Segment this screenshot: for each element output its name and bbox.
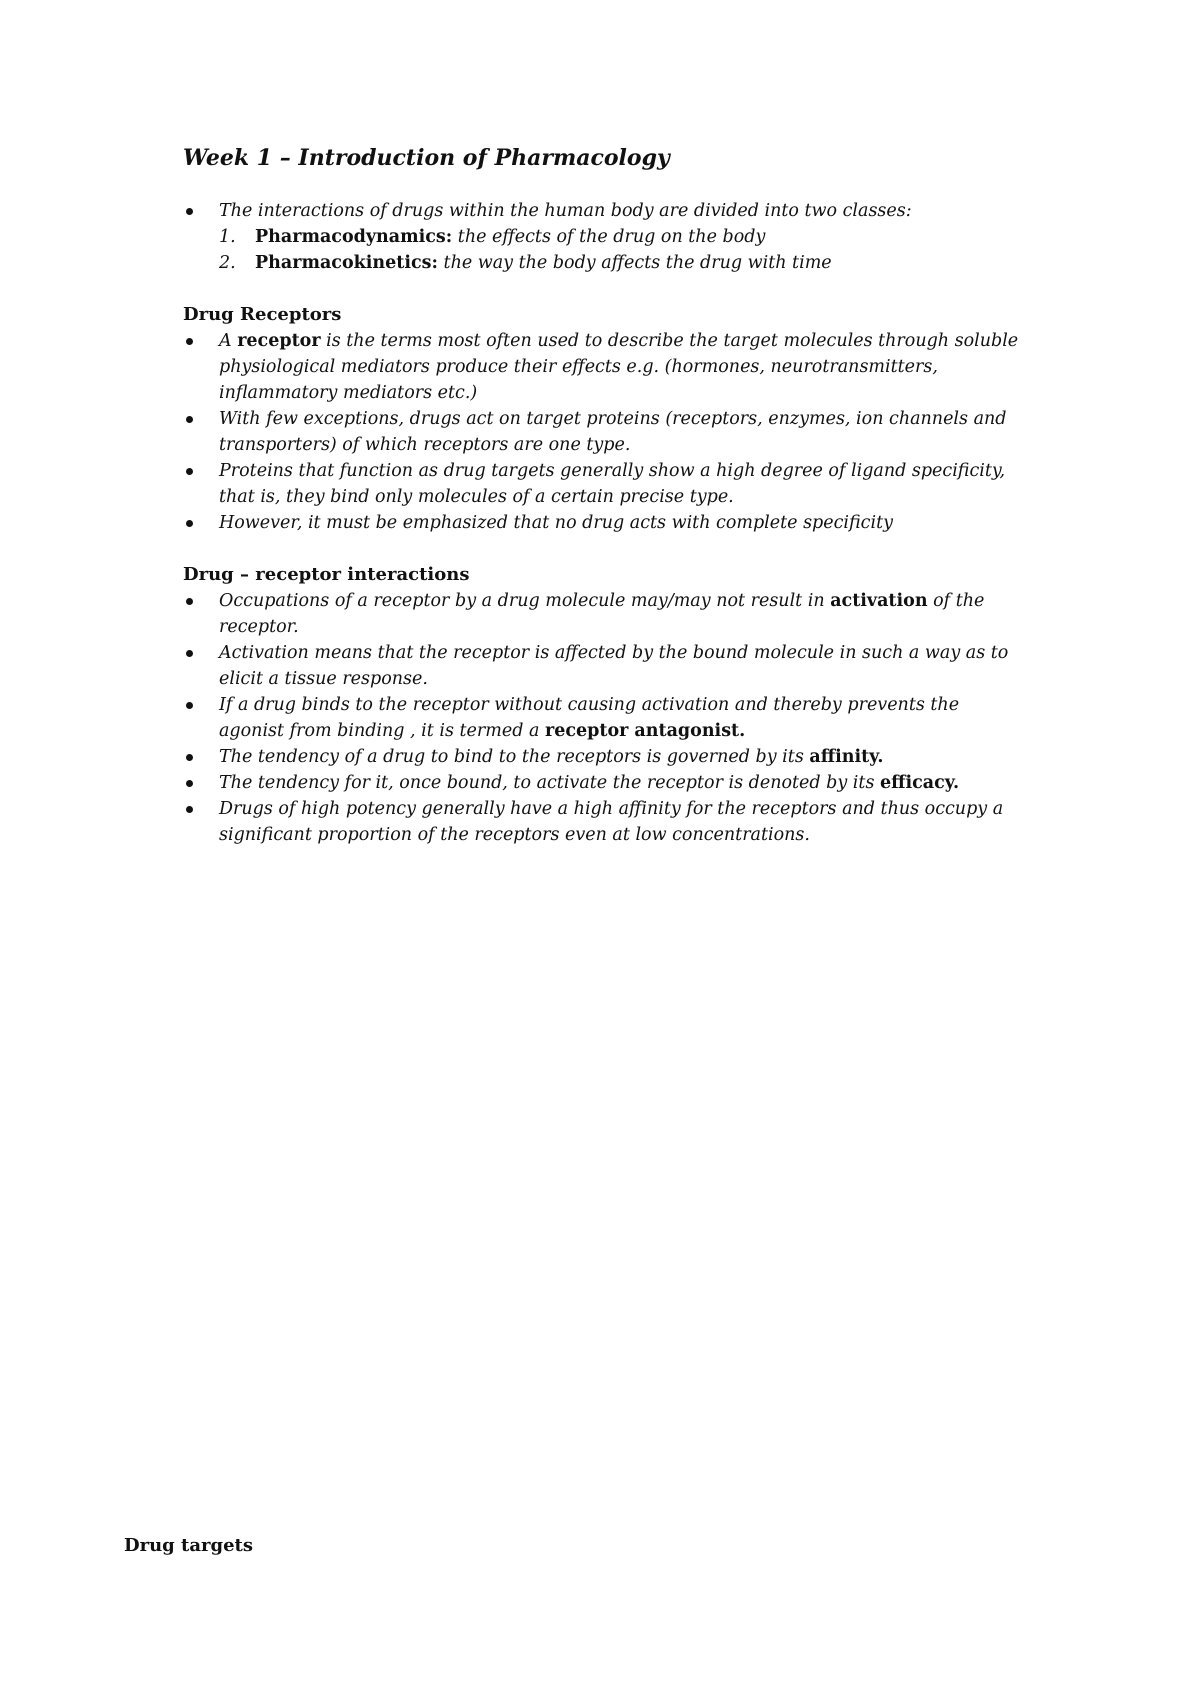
list-item-text: With few exceptions, drugs act on target proteins (receptors, enzymes, ion channels and transporters) of which receptors are one type. [219,409,1007,455]
list-item [183,770,1023,796]
list-item-text: Activation means that the receptor is affected by the bound molecule in such a way as to elicit a tissue response. [219,643,1009,689]
bold-term-receptor-antagonist: receptor antagonist. [544,721,746,741]
list-item-text: The tendency for it, once bound, to activate the receptor is denoted by its [219,773,880,793]
class-item-pharmacokinetics [183,250,1023,276]
class-item-number: 2. [219,253,236,273]
list-item [183,458,1023,510]
interactions-list [183,588,1023,848]
list-item [183,744,1023,770]
section-heading-drug-receptor-interactions: Drug – receptor interactions [183,564,470,585]
list-item [183,588,1023,640]
class-item-term: Pharmacodynamics: [255,227,453,247]
list-item-text: Proteins that function as drug targets generally show a high degree of ligand specificity, that is, they bind only molecules of a certain precise type. [219,461,1006,507]
bold-term-receptor: receptor [237,331,321,351]
list-item [183,640,1023,692]
class-item-term: Pharmacokinetics: [255,253,438,273]
classes-list [183,224,1023,276]
document-content [183,144,1023,848]
list-item-text: Drugs of high potency generally have a high affinity for the receptors and thus occupy a significant proportion of the receptors even at low concentrations. [219,799,1004,845]
list-item [183,796,1023,848]
list-item-text: If a drug binds to the receptor without causing activation and thereby prevents the agonist from binding , it is termed a [219,695,960,741]
list-item-text: of the receptor. [219,591,985,637]
section-heading-drug-receptors: Drug Receptors [183,304,342,325]
bold-term-affinity: affinity. [809,747,884,767]
list-item [183,328,1023,406]
class-item-number: 1. [219,227,236,247]
bold-term-activation: activation [830,591,928,611]
section-heading-drug-targets: Drug targets [124,1535,253,1556]
list-item [183,692,1023,744]
class-item-pharmacodynamics [183,224,1023,250]
list-item-text: However, it must be emphasized that no drug acts with complete specificity [219,513,893,533]
intro-bullet-text: The interactions of drugs within the human body are divided into two classes: [219,201,912,221]
class-item-text: the effects of the drug on the body [452,227,766,247]
list-item [183,510,1023,536]
receptors-list [183,328,1023,536]
list-item-text: A [219,331,238,351]
list-item-text: Occupations of a receptor by a drug molecule may/may not result in [219,591,831,611]
intro-list [183,198,1023,224]
intro-bullet [183,198,1023,224]
page-title: Week 1 – Introduction of Pharmacology [183,145,670,171]
bold-term-efficacy: efficacy. [879,773,960,793]
list-item-text: is the terms most often used to describe the target molecules through soluble physiological mediators produce their effects e.g. (hormones, neurotransmitters, inflammatory mediators etc.) [219,331,1019,403]
list-item-text: The tendency of a drug to bind to the receptors is governed by its [219,747,810,767]
class-item-text: the way the body affects the drug with time [437,253,832,273]
list-item [183,406,1023,458]
